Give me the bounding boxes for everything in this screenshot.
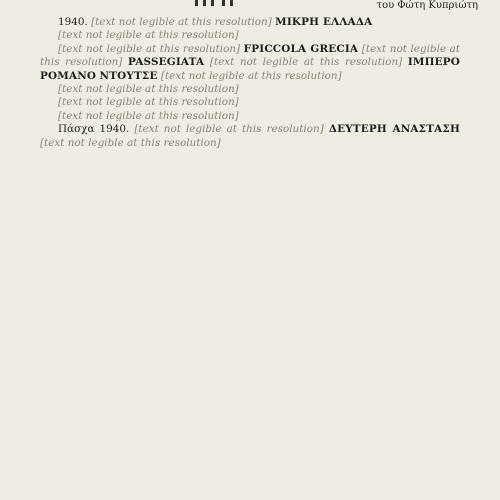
paragraph-5 <box>40 96 460 109</box>
author-byline: του Φώτη Κυπριώτη <box>376 0 478 11</box>
bold-term-impero: ΙΜΠΕΡΟ ΡΟΜΑΝΟ <box>40 56 460 82</box>
paragraph-text: [text not legible at this resolution] <box>58 83 239 96</box>
paragraph-4 <box>40 83 460 96</box>
paragraph-text: [text not legible at this resolution] <box>58 109 239 122</box>
paragraph-text: [text not legible at this resolution] <box>134 123 324 136</box>
article-body <box>40 16 460 150</box>
page-bottom-edge <box>0 494 500 500</box>
paragraph-1 <box>40 16 460 29</box>
header-rule <box>230 0 233 6</box>
paragraph-7 <box>40 123 460 150</box>
paragraph-text: [text not legible at this resolution] <box>209 56 403 69</box>
paragraph-text: [text not legible at this resolution] <box>40 42 460 69</box>
header-rule <box>195 0 198 6</box>
bold-term-duce: ΝΤΟΥΤΣΕ <box>99 69 158 82</box>
paragraph-text: [text not legible at this resolution] <box>40 136 221 149</box>
paragraph-year: 1940. <box>58 16 88 28</box>
header-rule <box>203 0 206 6</box>
paragraph-6 <box>40 110 460 123</box>
paragraph-text: [text not legible at this resolution] <box>58 96 239 109</box>
bold-term-second-resurrection: ΔΕΥΤΕΡΗ ΑΝΑΣΤΑΣΗ <box>328 123 460 136</box>
paragraph-date: Πάσχα 1940. <box>58 123 130 136</box>
paragraph-text: [text not legible at this resolution] <box>160 69 342 82</box>
bold-term-small-greece: ΜΙΚΡΗ ΕΛΛΑΔΑ <box>275 16 373 28</box>
paragraph-text: [text not legible at this resolution] <box>91 16 272 28</box>
header-rule <box>222 0 225 6</box>
paragraph-text: [text not legible at this resolution] <box>58 29 239 42</box>
paragraph-2 <box>40 29 460 42</box>
paragraph-text: [text not legible at this resolution] <box>58 42 241 55</box>
paragraph-3 <box>40 43 460 83</box>
bold-term-passegiata: PASSEGIATA <box>127 56 205 69</box>
bold-term-fpiccola: FPICCOLA GRECIA <box>243 42 359 55</box>
header-rule <box>211 0 214 6</box>
